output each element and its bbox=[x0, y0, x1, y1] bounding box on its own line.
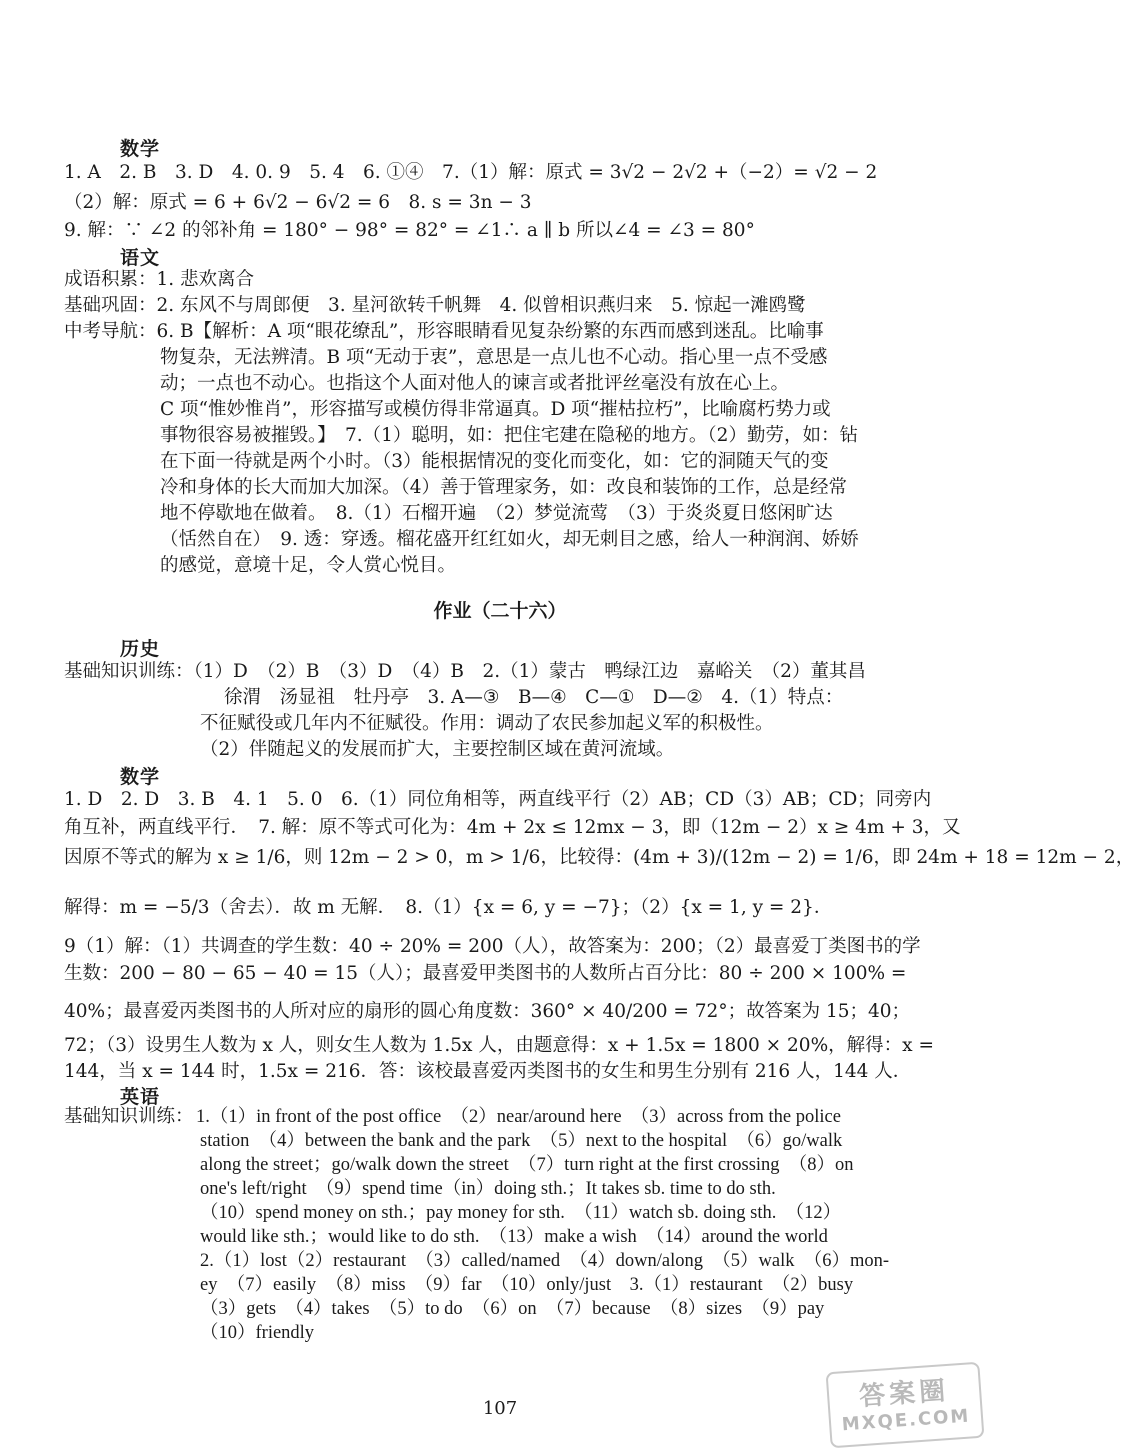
history-line-1: 基础知识训练：（1）D （2）B （3）D （4）B 2.（1）蒙古 鸭绿江边 嘉峪关 （2）董其昌 bbox=[64, 661, 866, 682]
math2-line-4: 解得：m = −5/3（舍去）．故 m 无解． 8.（1）{x = 6, y = −7}；（2）{x = 1, y = 2}． bbox=[64, 897, 833, 918]
english-line-2: station （4）between the bank and the park （5）next to the hospital （6）go/walk bbox=[200, 1131, 843, 1151]
math1-line-2: （2）解：原式 = 6 + 6√2 − 6√2 = 6 8. s = 3n − 3 bbox=[64, 192, 532, 213]
math-heading-1: 数学 bbox=[120, 138, 161, 160]
english-line-3: along the street；go/walk down the street （7）turn right at the first crossing （8）on bbox=[200, 1155, 854, 1175]
chinese-line-3: 中考导航：6. B【解析：A 项“眼花缭乱”，形容眼睛看见复杂纷繁的东西而感到迷乱。比喻事 bbox=[64, 321, 824, 342]
english-line-1: 1.（1）in front of the post office （2）near/around here （3）across from the police bbox=[196, 1107, 841, 1127]
chinese-line-8: 在下面一待就是两个小时。（3）能根据情况的变化而变化，如：它的洞随天气的变 bbox=[160, 451, 829, 472]
watermark-logo bbox=[826, 1362, 985, 1449]
math1-line-3: 9. 解：∵ ∠2 的邻补角 = 180° − 98° = 82° = ∠1∴ a ∥ b 所以∠4 = ∠3 = 80° bbox=[64, 220, 755, 241]
math2-line-1: 1. D 2. D 3. B 4. 1 5. 0 6.（1）同位角相等，两直线平行（2）AB；CD（3）AB；CD；同旁内 bbox=[64, 789, 932, 810]
math2-line-8: 72；（3）设男生人数为 x 人，则女生人数为 1.5x 人，由题意得：x + 1.5x = 1800 × 20%，解得：x = bbox=[64, 1035, 934, 1056]
english-line-6: would like sth.；would like to do sth. （13）make a wish （14）around the world bbox=[200, 1227, 828, 1247]
chinese-heading: 语文 bbox=[120, 247, 161, 269]
english-line-9: （3）gets （4）takes （5）to do （6）on （7）because （8）sizes （9）pay bbox=[200, 1299, 825, 1319]
page-number: 107 bbox=[482, 1398, 518, 1419]
english-heading: 英语 bbox=[120, 1086, 161, 1108]
chinese-line-6: C 项“惟妙惟肖”，形容描写或模仿得非常逼真。D 项“摧枯拉朽”，比喻腐朽势力或 bbox=[160, 399, 831, 420]
english-line-10: （10）friendly bbox=[200, 1323, 315, 1343]
history-heading: 历史 bbox=[120, 638, 161, 660]
math2-line-3: 因原不等式的解为 x ≥ 1/6，则 12m − 2 > 0，m > 1/6，比较得：(4m + 3)/(12m − 2) = 1/6，即 24m + 18 = 12m − 2， bbox=[64, 847, 1134, 868]
chinese-line-12: 的感觉，意境十足，令人赏心悦目。 bbox=[160, 555, 457, 576]
chinese-line-1: 成语积累：1. 悲欢离合 bbox=[64, 269, 255, 290]
chinese-line-9: 冷和身体的长大而加大加深。（4）善于管理家务，如：改良和装饰的工作，总是经常 bbox=[160, 477, 848, 498]
history-line-3: 不征赋役或几年内不征赋役。作用：调动了农民参加起义军的积极性。 bbox=[200, 713, 774, 734]
chinese-line-4: 物复杂，无法辨清。B 项“无动于衷”，意思是一点儿也不心动。指心里一点不受感 bbox=[160, 347, 828, 368]
watermark-bottom-text: MXQE.COM bbox=[841, 1405, 971, 1436]
history-line-4: （2）伴随起义的发展而扩大，主要控制区域在黄河流域。 bbox=[200, 739, 675, 760]
chinese-line-5: 动；一点也不动心。也指这个人面对他人的谏言或者批评丝毫没有放在心上。 bbox=[160, 373, 790, 394]
chinese-line-10: 地不停歇地在做着。 8.（1）石榴开遍 （2）梦觉流莺 （3）于炎炎夏日悠闲旷达 bbox=[160, 503, 833, 524]
watermark-top-text: 答案圈 bbox=[858, 1375, 951, 1413]
history-line-2: 徐渭 汤显祖 牡丹亭 3. A—③ B—④ C—① D—② 4.（1）特点： bbox=[224, 687, 844, 708]
section-title: 作业（二十六） bbox=[433, 600, 567, 622]
math2-line-9: 144，当 x = 144 时，1.5x = 216．答：该校最喜爱丙类图书的女生和男生分别有 216 人，144 人． bbox=[64, 1061, 912, 1082]
english-line-7: 2.（1）lost（2）restaurant （3）called/named （4）down/along （5）walk （6）mon- bbox=[200, 1251, 890, 1271]
chinese-line-7: 事物很容易被摧毁。】 7.（1）聪明，如：把住宅建在隐秘的地方。（2）勤劳，如：钻 bbox=[160, 425, 858, 446]
english-label: 基础知识训练： bbox=[64, 1106, 194, 1127]
math-heading-2: 数学 bbox=[120, 766, 161, 788]
math2-line-2: 角互补，两直线平行． 7. 解：原不等式可化为：4m + 2x ≤ 12mx − 3，即（12m − 2）x ≥ 4m + 3，又 bbox=[64, 817, 961, 838]
math2-line-6: 生数：200 − 80 − 65 − 40 = 15（人）；最喜爱甲类图书的人数所占百分比：80 ÷ 200 × 100% = bbox=[64, 963, 907, 984]
english-line-5: （10）spend money on sth.；pay money for sth. （11）watch sb. doing sth. （12） bbox=[200, 1203, 842, 1223]
math2-line-5: 9（1）解：（1）共调查的学生数：40 ÷ 20% = 200（人），故答案为：200；（2）最喜爱丁类图书的学 bbox=[64, 936, 921, 957]
math1-line-1: 1. A 2. B 3. D 4. 0. 9 5. 4 6. ①④ 7.（1）解：原式 = 3√2 − 2√2 +（−2）= √2 − 2 bbox=[64, 162, 878, 183]
english-line-4: one's left/right （9）spend time（in）doing sth.；It takes sb. time to do sth. bbox=[200, 1179, 776, 1199]
chinese-line-2: 基础巩固：2. 东风不与周郎便 3. 星河欲转千帆舞 4. 似曾相识燕归来 5. 惊起一滩鸥鹭 bbox=[64, 295, 806, 316]
chinese-line-11: （恬然自在） 9. 透：穿透。榴花盛开红红如火，却无刺目之感，给人一种润润、娇娇 bbox=[160, 529, 859, 550]
math2-line-7: 40%；最喜爱丙类图书的人所对应的扇形的圆心角度数：360° × 40/200 = 72°；故答案为 15；40； bbox=[64, 1001, 911, 1022]
english-line-8: ey （7）easily （8）miss （9）far （10）only/just 3.（1）restaurant （2）busy bbox=[200, 1275, 854, 1295]
